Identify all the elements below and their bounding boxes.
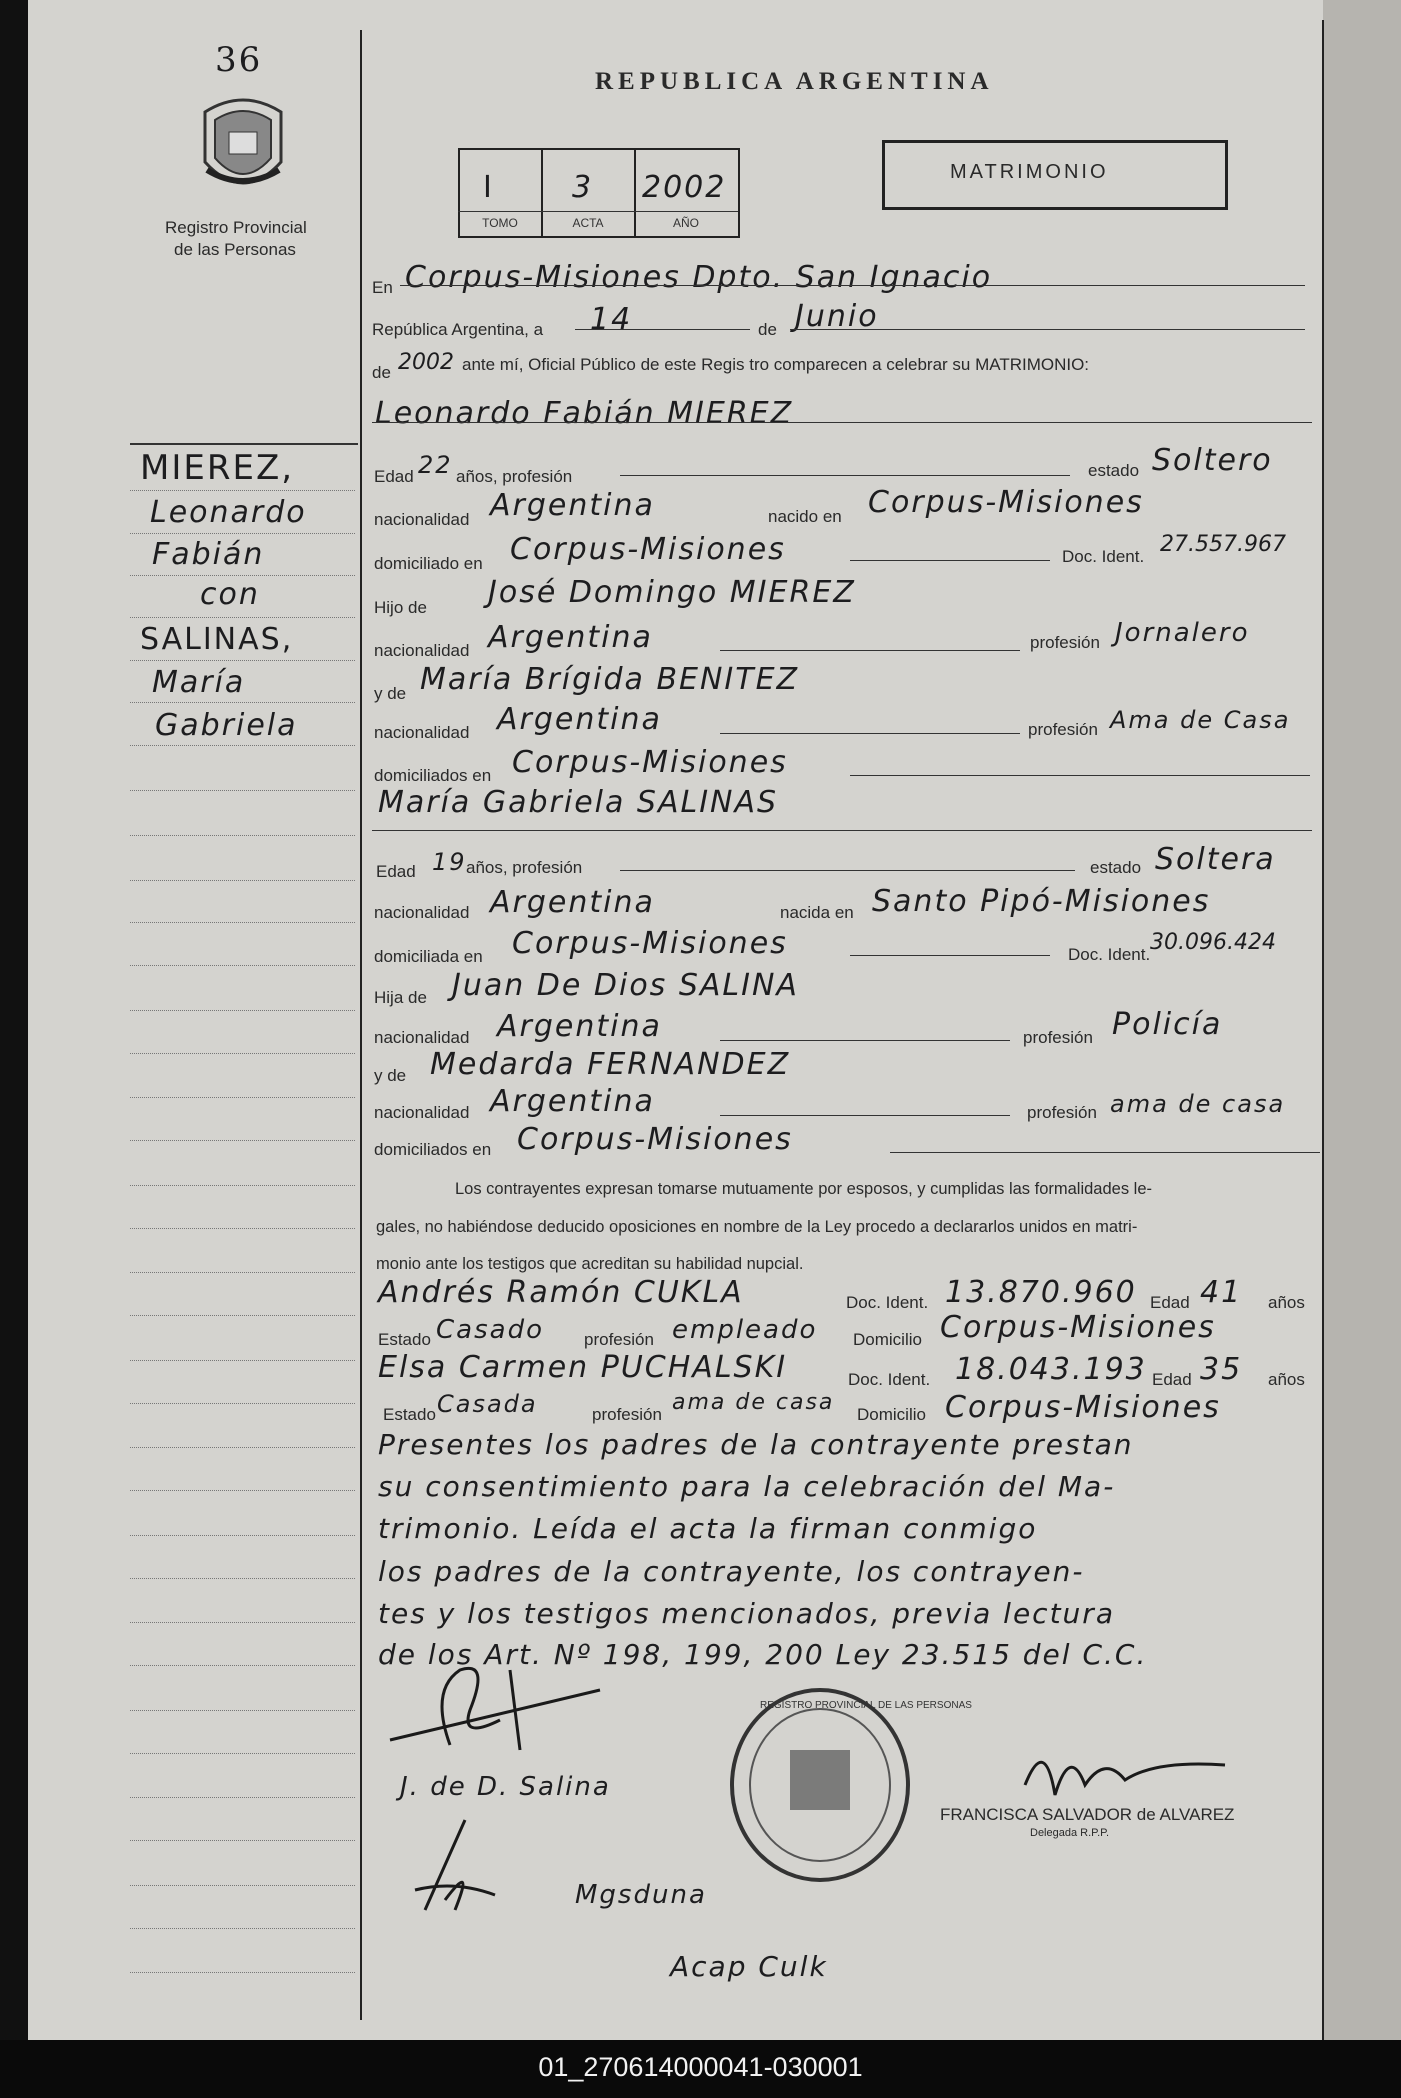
bride-father-nac-line (720, 1040, 1010, 1041)
witness2-profesion-label: profesión (592, 1405, 662, 1424)
groom-dom-label: domiciliado en (374, 554, 483, 573)
note-line-2: su consentimiento para la celebración del Ma- (378, 1470, 1116, 1503)
acta-label: ACTA (572, 216, 604, 230)
groom-mother: María Brígida BENITEZ (420, 662, 800, 697)
bride-nac: Argentina (490, 885, 655, 920)
witness2-domicilio-label: Domicilio (857, 1405, 926, 1424)
margin-dot-4 (130, 617, 355, 618)
witness2-edad-label: Edad (1152, 1370, 1192, 1389)
bride-doc-label: Doc. Ident. (1068, 945, 1151, 964)
witness2-name: Elsa Carmen PUCHALSKI (378, 1350, 788, 1385)
margin-dot-23 (130, 1447, 355, 1448)
bride-mother: Medarda FERNANDEZ (430, 1047, 791, 1082)
groom-mother-prof-label: profesión (1028, 720, 1098, 739)
bride-father-label: Hija de (374, 988, 427, 1007)
margin-dot-13 (130, 1010, 355, 1011)
groom-mother-nac-label: nacionalidad (374, 723, 470, 742)
witness1-estado-label: Estado (378, 1330, 431, 1349)
bride-father-nac: Argentina (497, 1009, 662, 1044)
margin-dot-26 (130, 1578, 355, 1579)
witness1-doc-label: Doc. Ident. (846, 1293, 929, 1312)
bride-dom-line (850, 955, 1050, 956)
document-id: 01_270614000041-030001 (538, 2052, 863, 2082)
country-title: REPUBLICA ARGENTINA (595, 68, 994, 95)
bride-father: Juan De Dios SALINA (452, 968, 799, 1003)
witness2-domicilio: Corpus-Misiones (945, 1390, 1221, 1425)
groom-doc-label: Doc. Ident. (1062, 547, 1145, 566)
witness1-profesion: empleado (672, 1315, 818, 1345)
official-signature (1015, 1725, 1235, 1815)
margin-dot-6 (130, 702, 355, 703)
margin-dot-19 (130, 1272, 355, 1273)
margin-dot-16 (130, 1140, 355, 1141)
margin-dot-14 (130, 1053, 355, 1054)
margin-dot-7 (130, 745, 355, 746)
declaration-line-2: gales, no habiéndose deducido oposiciones en nombre de la Ley procedo a declararlos unidos en matri- (376, 1218, 1138, 1236)
bride-nacida: Santo Pipó-Misiones (872, 884, 1211, 919)
witness1-estado: Casado (436, 1315, 544, 1345)
bride-estado-label: estado (1090, 858, 1142, 877)
witness2-doc: 18.043.193 (955, 1352, 1147, 1387)
bride-dom: Corpus-Misiones (512, 926, 788, 961)
bride-father-prof-label: profesión (1023, 1028, 1093, 1047)
margin-dot-29 (130, 1710, 355, 1711)
margin-dot-5 (130, 660, 355, 661)
groom-nac: Argentina (490, 488, 655, 523)
signature-scribble-2 (395, 1810, 515, 1920)
witness1-name: Andrés Ramón CUKLA (378, 1275, 744, 1310)
groom-estado: Soltero (1152, 443, 1273, 478)
registry-name-line1: Registro Provincial (165, 218, 307, 237)
bride-age: 19 (432, 848, 467, 876)
witness1-doc: 13.870.960 (945, 1275, 1137, 1310)
note-line-1: Presentes los padres de la contrayente prestan (378, 1428, 1134, 1461)
margin-dot-15 (130, 1097, 355, 1098)
bride-mother-label: y de (374, 1066, 407, 1085)
margin-note-3: Fabián (152, 537, 265, 572)
margin-dot-21 (130, 1360, 355, 1361)
bride-mother-nac-line (720, 1115, 1010, 1116)
page-number: 36 (215, 40, 263, 80)
bride-edad-label: Edad (376, 862, 416, 881)
ano-value: 2002 (642, 170, 727, 205)
witness2-estado-label: Estado (383, 1405, 436, 1424)
act-type: MATRIMONIO (950, 161, 1109, 183)
bride-estado: Soltera (1155, 842, 1276, 877)
place: Corpus-Misiones Dpto. San Ignacio (405, 260, 993, 295)
margin-dot-27 (130, 1622, 355, 1623)
bride-nacida-label: nacida en (780, 903, 854, 922)
margin-dot-25 (130, 1535, 355, 1536)
republica-label: República Argentina, a (372, 320, 544, 339)
margin-dot-34 (130, 1928, 355, 1929)
witness2-anos-label: años (1268, 1370, 1305, 1389)
signature-scribble-1 (370, 1650, 610, 1760)
groom-father-nac: Argentina (488, 620, 653, 655)
margin-note-2: Leonardo (150, 495, 307, 530)
margin-note-7: Gabriela (155, 708, 298, 743)
margin-dot-35 (130, 1972, 355, 1973)
note-line-6: de los Art. Nº 198, 199, 200 Ley 23.515 del C.C. (378, 1638, 1148, 1671)
groom-dom: Corpus-Misiones (510, 532, 786, 567)
bride-father-nac-label: nacionalidad (374, 1028, 470, 1047)
witness2-age: 35 (1200, 1352, 1243, 1387)
year-prefix: de (372, 363, 391, 382)
groom-parents-dom: Corpus-Misiones (512, 745, 788, 780)
groom-father-prof: Jornalero (1115, 618, 1250, 648)
margin-dot-11 (130, 922, 355, 923)
bride-dom-label: domiciliada en (374, 947, 483, 966)
groom-dom-line (850, 560, 1050, 561)
margin-note-6: María (152, 665, 246, 700)
witness1-age: 41 (1200, 1275, 1243, 1310)
box-label-line (458, 211, 738, 212)
acta-value: 3 (572, 170, 594, 205)
bride-parents-dom-label: domiciliados en (374, 1140, 492, 1159)
groom-age: 22 (418, 451, 453, 479)
margin-dot-31 (130, 1797, 355, 1798)
bride-name-line (372, 830, 1312, 831)
margin-dot-17 (130, 1185, 355, 1186)
bride-doc: 30.096.424 (1150, 930, 1276, 955)
groom-mother-nac-line (720, 733, 1020, 734)
official-title: Delegada R.P.P. (1030, 1827, 1110, 1839)
margin-dot-30 (130, 1753, 355, 1754)
margin-dot-12 (130, 965, 355, 966)
margin-dot-2 (130, 533, 355, 534)
groom-father-nac-label: nacionalidad (374, 641, 470, 660)
witness2-profesion: ama de casa (672, 1390, 835, 1415)
witness1-profesion-label: profesión (584, 1330, 654, 1349)
intro-statement: ante mí, Oficial Público de este Regis tro comparecen a celebrar su MATRIMONIO: (462, 355, 1090, 374)
groom-father-nac-line (720, 650, 1020, 651)
bride-parents-dom-line (890, 1152, 1320, 1153)
witness1-anos-label: años (1268, 1293, 1305, 1312)
bride-prof-line (620, 870, 1075, 871)
margin-dot-18 (130, 1228, 355, 1229)
month-de-label: de (758, 320, 777, 339)
margin-note-4: con (200, 577, 260, 612)
ano-label: AÑO (672, 216, 699, 230)
official-name: FRANCISCA SALVADOR de ALVAREZ (940, 1805, 1235, 1824)
groom-nacido: Corpus-Misiones (868, 485, 1144, 520)
margin-dot-1 (130, 490, 355, 491)
bride-nac-label: nacionalidad (374, 903, 470, 922)
declaration-line-1: Los contrayentes expresan tomarse mutuamente por esposos, y cumplidas las formalidades le- (455, 1180, 1153, 1198)
margin-note-1: MIEREZ, (140, 448, 295, 488)
stamp-text: REGISTRO PROVINCIAL DE LAS PERSONAS (760, 1700, 972, 1711)
groom-mother-prof: Ama de Casa (1110, 706, 1291, 734)
year: 2002 (398, 350, 454, 375)
groom-estado-label: estado (1088, 461, 1140, 480)
tomo-value: I (483, 170, 494, 205)
declaration-line-3: monio ante los testigos que acreditan su habilidad nupcial. (376, 1255, 804, 1273)
bride-mother-prof-label: profesión (1027, 1103, 1097, 1122)
groom-prof-line (620, 475, 1070, 476)
en-label: En (372, 278, 393, 297)
groom-mother-nac: Argentina (497, 702, 662, 737)
groom-father: José Domingo MIEREZ (488, 575, 856, 610)
day: 14 (590, 302, 633, 337)
note-line-5: tes y los testigos mencionados, previa lectura (378, 1597, 1115, 1630)
month-line (790, 329, 1305, 330)
margin-divider (360, 30, 362, 2020)
groom-father-prof-label: profesión (1030, 633, 1100, 652)
margin-dot-20 (130, 1315, 355, 1316)
groom-name-line (372, 422, 1312, 423)
groom-nacido-label: nacido en (768, 507, 842, 526)
witness1-domicilio-label: Domicilio (853, 1330, 922, 1349)
month: Junio (795, 299, 879, 334)
margin-dot-9 (130, 835, 355, 836)
margin-rule (130, 443, 358, 445)
note-line-3: trimonio. Leída el acta la firman conmigo (378, 1512, 1038, 1545)
groom-mother-label: y de (374, 684, 407, 703)
registry-name-line2: de las Personas (174, 240, 296, 259)
page-edge (1323, 0, 1401, 2040)
signature-2: Mgsduna (575, 1880, 707, 1910)
bride-mother-nac-label: nacionalidad (374, 1103, 470, 1122)
groom-doc: 27.557.967 (1160, 532, 1286, 557)
groom-profesion-label: años, profesión (456, 467, 573, 486)
witness1-edad-label: Edad (1150, 1293, 1190, 1312)
margin-dot-3 (130, 575, 355, 576)
margin-dot-32 (130, 1840, 355, 1841)
groom-parents-dom-line (850, 775, 1310, 776)
margin-note-5: SALINAS, (140, 622, 294, 657)
witness1-domicilio: Corpus-Misiones (940, 1310, 1216, 1345)
note-line-4: los padres de la contrayente, los contrayen- (378, 1555, 1085, 1588)
margin-dot-33 (130, 1885, 355, 1886)
groom-edad-label: Edad (374, 467, 414, 486)
margin-dot-24 (130, 1490, 355, 1491)
witness2-estado: Casada (437, 1390, 538, 1418)
signature-1: J. de D. Salina (400, 1772, 611, 1802)
bride-mother-nac: Argentina (490, 1084, 655, 1119)
bride-parents-dom: Corpus-Misiones (517, 1122, 793, 1157)
margin-dot-28 (130, 1665, 355, 1666)
witness2-doc-label: Doc. Ident. (848, 1370, 931, 1389)
bride-name: María Gabriela SALINAS (378, 785, 779, 820)
registry-seal-icon (195, 92, 291, 202)
groom-nac-label: nacionalidad (374, 510, 470, 529)
margin-dot-22 (130, 1403, 355, 1404)
right-border (1322, 20, 1324, 2040)
groom-parents-dom-label: domiciliados en (374, 766, 492, 785)
day-line (575, 329, 750, 330)
groom-father-label: Hijo de (374, 598, 427, 617)
bride-father-prof: Policía (1112, 1007, 1223, 1042)
bride-profesion-label: años, profesión (466, 858, 583, 877)
groom-name: Leonardo Fabián MIEREZ (375, 396, 794, 431)
place-line (400, 285, 1305, 286)
bride-mother-prof: ama de casa (1110, 1090, 1286, 1118)
signature-3: Acap Culk (670, 1950, 828, 1983)
margin-dot-8 (130, 790, 355, 791)
tomo-label: TOMO (482, 216, 518, 230)
official-stamp (725, 1685, 915, 1885)
margin-dot-10 (130, 880, 355, 881)
